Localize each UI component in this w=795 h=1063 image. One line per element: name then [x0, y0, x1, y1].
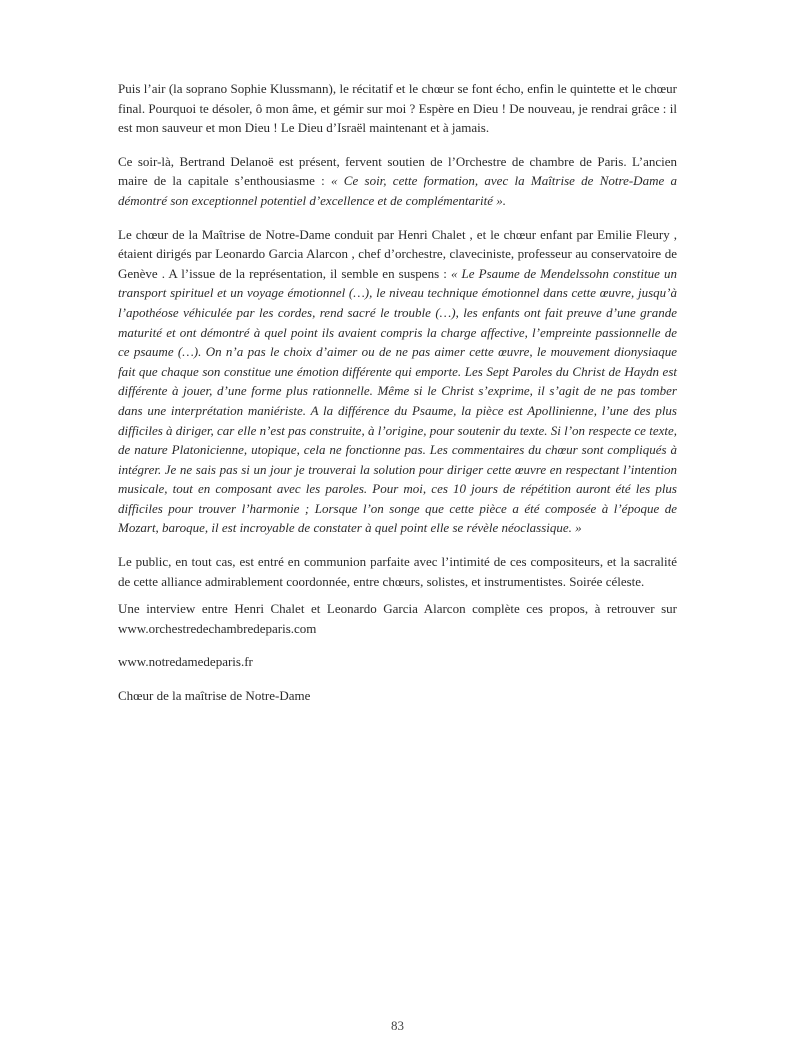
paragraph-text: Une interview entre Henri Chalet et Leonardo Garcia Alarcon complète ces propos, à retrouver sur www.orchestredechambredeparis.com	[118, 601, 677, 636]
caption-line	[118, 686, 677, 706]
delanoe-quote: « Ce soir, cette formation, avec la Maîtrise de Notre-Dame a démontré son exceptionnel potentiel d’excellence et de complémentarité ».	[118, 173, 677, 208]
paragraph-text: Ce soir-là, Bertrand Delanoë est présent, fervent soutien de l’Orchestre de chambre de Paris. L’ancien maire de la capitale s’enthousiasme :	[118, 153, 677, 189]
paragraph-interview	[118, 599, 677, 638]
paragraph-text: Puis l’air (la soprano Sophie Klussmann), le récitatif et le chœur se font écho, enfin le quintette et le chœur final. Pourquoi te désoler, ô mon âme, et gémir sur moi ? Espère en Dieu ! De nouveau, je rendrai grâce : il est mon sauveur et mon Dieu ! Le Dieu d’Israël maintenant et à jamais.	[118, 81, 677, 136]
paragraph-public	[118, 552, 677, 591]
paragraph-delanoe	[118, 152, 677, 211]
paragraph-text: Le chœur de la Maîtrise de Notre-Dame conduit par Henri Chalet , et le chœur enfant par Emilie Fleury , étaient dirigés par Leonardo Garcia Alarcon , chef d’orchestre, claveciniste, professeur au conservatoire de Genève . A l’issue de la représentation, il semble en suspens :	[118, 226, 677, 281]
website-link	[118, 652, 677, 672]
paragraph-text: Le public, en tout cas, est entré en communion parfaite avec l’intimité de ces compositeurs, et la sacralité de cette alliance admirablement coordonnée, entre chœurs, solistes, et instrumentistes. Soirée céleste.	[118, 554, 677, 589]
paragraph-alarcon	[118, 225, 677, 539]
paragraph-psaume-description	[118, 79, 677, 138]
paragraph-text: www.notredamedeparis.fr	[118, 654, 253, 670]
page-number: 83	[391, 1018, 404, 1033]
alarcon-quote: « Le Psaume de Mendelssohn constitue un transport spirituel et un voyage émotionnel (…), le niveau technique émotionnel dans cette œuvre, jusqu’à l’apothéose véhiculée par les cordes, rend sacré le trouble (…), les enfants ont fait preuve d’une grande maturité et ont démontré à quel point ils avaient compris la charge affective, l’empreinte passionnelle de ce psaume (…). On n’a pas le choix d’aimer ou de ne pas aimer cette œuvre, le mouvement dionysiaque fait que chaque son constitue une émotion différente qui emporte. Les Sept Paroles du Christ de Haydn est différente à jouer, d’une forme plus rationnelle. Même si le Christ s’exprime, il s’agit de ne pas tomber dans une interprétation maniériste. A la différence du Psaume, la pièce est Apollinienne, l’une des plus difficiles à diriger, car elle n’est pas construite, à l’origine, pour soutenir du texte. Si l’on respecte ce texte, de nature Platonicienne, utopique, cela ne fonctionne pas. Les commentaires du chœur sont compliqués à intégrer. Je ne sais pas si un jour je trouverai la solution pour diriger cette œuvre en respectant l’intention musicale, tout en composant avec les paroles. Pour moi, ces 10 jours de répétition auront été les plus difficiles pour trouver l’harmonie ; Lorsque l’on songe que cette pièce a été composée à l’époque de Mozart, baroque, il est incroyable de constater à quel point elle se révèle néoclassique. »	[118, 265, 677, 536]
paragraph-text: Chœur de la maîtrise de Notre-Dame	[118, 688, 311, 704]
document-body	[118, 79, 677, 720]
